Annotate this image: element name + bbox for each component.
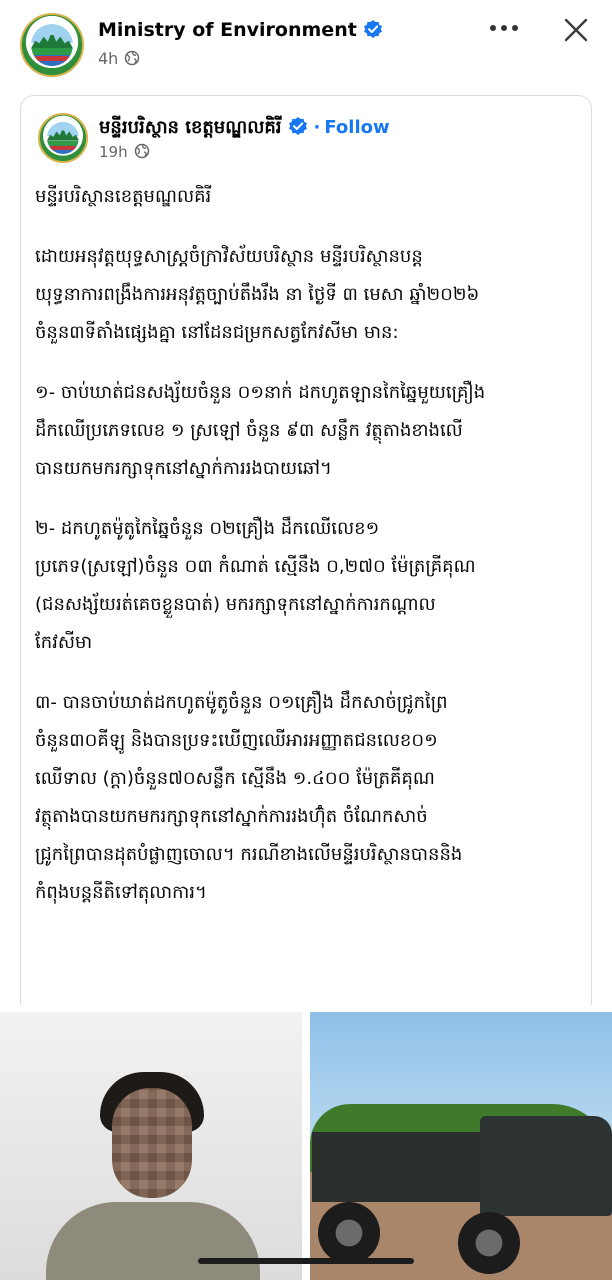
body-paragraph [35,510,583,662]
body-line: (ជនសង្ស័យរត់គេចខ្លួនបាត់) មករក្សាទុកនៅស្នាក់ការកណ្តាល [35,594,436,615]
ministry-logo-icon [31,24,73,66]
body-line: ប្រភេទ(ស្រឡៅ)ចំនួន ០៣ កំណាត់ ស្មើនឹង ០,២៧០ ម៉ែត្រគ្រីគុណ [35,556,476,577]
follow-button[interactable]: Follow [324,117,390,138]
shared-page-name-row [99,115,390,142]
photo-shirt [46,1202,260,1280]
body-line: ១- ចាប់ឃាត់ជនសង្ស័យចំនួន ០១នាក់ ដកហូតឡានកៃឆ្នៃមួយគ្រឿង [35,382,486,403]
provincial-logo-icon [47,122,79,154]
post-body [35,178,583,934]
suspect-photo[interactable] [0,1012,302,1280]
body-line: មន្ទីរបរិស្ថានខេត្តមណ្ឌលគិរី [35,186,212,207]
body-line: ឈើទាល (ក្តា)ចំនួន៧០សន្លឹក ស្មើនឹង ១.៤០០ ម៉ែត្រគីគុណ [35,768,435,789]
body-paragraph [35,374,583,488]
pixelated-face [112,1088,192,1198]
verified-badge-icon [288,116,308,136]
post-header [0,0,612,92]
body-line: វត្ថុតាងបានយកមករក្សាទុកនៅស្នាក់ការរងហ៊ុំត ចំណែកសាច់ [35,806,428,827]
post-time[interactable]: 4h [98,49,119,68]
body-paragraph [35,238,583,352]
verified-badge-icon [363,19,383,39]
more-options-button[interactable] [484,14,524,42]
page-name-text[interactable]: Ministry of Environment [98,19,357,41]
page-avatar[interactable] [20,13,84,77]
body-line: ចំនួន៣០គីឡូ និងបានប្រទះឃើញឈើអារអញ្ញាតជនលេខ០១ [35,730,438,751]
body-line: ដោយអនុវត្តយុទ្ធសាស្ត្រចំក្រាវិស័យបរិស្ថាន មន្ទីរបរិស្ថានបន្ត [35,246,423,267]
separator-dot: · [313,117,321,138]
body-line: ២- ដកហូតម៉ូតូកៃឆ្នៃចំនួន ០២គ្រឿង ដឹកឈើលេខ១ [35,518,380,539]
globe-icon [124,50,140,66]
shared-post-card[interactable] [20,95,592,1005]
body-paragraph [35,178,583,216]
body-paragraph [35,684,583,912]
shared-post-time[interactable]: 19h [99,143,128,161]
shared-page-avatar[interactable] [38,113,88,163]
body-line: ចំនួន៣ទីតាំងផ្សេងគ្នា នៅដែនជម្រកសត្វកែវសីមា មាន: [35,322,399,343]
page-name[interactable] [98,19,383,41]
truck-wheel [458,1212,520,1274]
body-line: កំពុងបន្តនីតិទៅតុលាការ។ [35,882,207,903]
body-line: ជ្រូកព្រៃបានដុតបំផ្លាញចោល។ ករណីខាងលើមន្ទីរបរិស្ថានបាននិង [35,844,463,865]
close-icon[interactable] [560,14,592,46]
more-options-dot [501,25,507,31]
body-line: បានយកមករក្សាទុកនៅស្នាក់ការរងបាយឆៅ។ [35,458,332,479]
body-line: ដឹកឈើប្រភេទលេខ ១ ស្រឡៅ ចំនួន ៩៣ សន្លឹក វត្ថុតាងខាងលើ [35,420,463,441]
more-options-dot [512,25,518,31]
truck-photo[interactable] [310,1012,612,1280]
photo-grid [0,1012,612,1280]
truck-cab [480,1116,612,1216]
post-meta [98,49,140,68]
body-line: កែវសីមា [35,632,93,653]
home-indicator [198,1258,414,1264]
body-line: យុទ្ធនាការពង្រឹងការអនុវត្តច្បាប់តឹងរឹង នា ថ្ងៃទី ៣ មេសា ឆ្នាំ២០២៦ [35,284,480,305]
body-line: ៣- បានចាប់ឃាត់ដកហូតម៉ូតូចំនួន ០១គ្រឿង ដឹកសាច់ជ្រូកព្រៃ [35,692,448,713]
truck-wheel [318,1202,380,1264]
shared-page-name[interactable]: មន្ទីរបរិស្ថាន ខេត្តមណ្ឌលគិរី [99,117,282,138]
globe-icon [134,143,150,159]
shared-post-meta [99,143,150,161]
more-options-icon [490,25,496,31]
